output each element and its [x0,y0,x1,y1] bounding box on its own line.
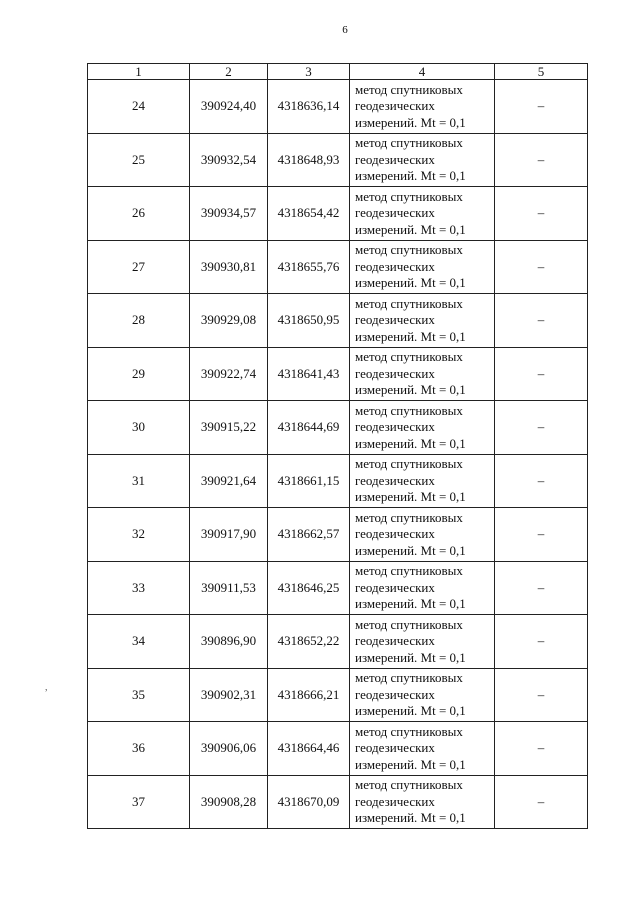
point-number-cell: 37 [88,775,190,829]
x-coordinate-cell: 390896,90 [190,615,268,669]
note-cell: – [495,401,588,455]
page-number: 6 [342,24,348,36]
point-number-cell: 29 [88,347,190,401]
y-coordinate-cell: 4318666,21 [268,668,350,722]
column-header: 4 [350,64,495,80]
x-coordinate-cell: 390906,06 [190,722,268,776]
method-line: измерений. Mt = 0,1 [355,114,466,130]
note-cell: – [495,294,588,348]
method-line: измерений. Mt = 0,1 [355,542,466,558]
method-line: измерений. Mt = 0,1 [355,596,466,611]
y-coordinate-cell: 4318662,57 [268,508,350,562]
method-cell [350,294,495,348]
method-cell [350,240,495,294]
point-number-cell: 25 [88,133,190,187]
note-cell: – [495,347,588,401]
method-line: геодезических [355,419,435,434]
table-row [88,240,588,294]
method-line: метод спутниковых [355,402,463,418]
y-coordinate-cell: 4318652,22 [268,615,350,669]
column-header: 3 [268,64,350,80]
y-coordinate-cell: 4318648,93 [268,133,350,187]
x-coordinate-cell: 390922,74 [190,347,268,401]
table-row [88,294,588,348]
method-line: измерений. Mt = 0,1 [355,649,466,665]
method-cell [350,722,495,776]
method-line: геодезических [355,365,435,381]
method-cell [350,401,495,455]
method-line: метод спутниковых [355,81,463,97]
column-header: 5 [495,64,588,80]
method-line: метод спутниковых [355,509,463,525]
table-row [88,133,588,187]
method-line: геодезических [355,740,435,755]
column-header: 2 [190,64,268,80]
x-coordinate-cell: 390924,40 [190,80,268,134]
method-line: метод спутниковых [355,295,463,311]
point-number-cell: 28 [88,294,190,348]
method-line: геодезических [355,312,435,327]
method-line: геодезических [355,472,435,488]
method-line: измерений. Mt = 0,1 [355,435,466,451]
point-number-cell: 35 [88,668,190,722]
y-coordinate-cell: 4318661,15 [268,454,350,508]
method-line: геодезических [355,686,435,702]
note-cell: – [495,80,588,134]
x-coordinate-cell: 390911,53 [190,561,268,615]
method-cell [350,615,495,669]
method-cell [350,508,495,562]
y-coordinate-cell: 4318650,95 [268,294,350,348]
method-line: измерений. Mt = 0,1 [355,756,466,772]
table-row [88,668,588,722]
method-cell [350,133,495,187]
method-line: метод спутниковых [355,456,463,471]
point-number-cell: 33 [88,561,190,615]
method-line: метод спутниковых [355,188,463,204]
table-row [88,775,588,829]
table-row [88,80,588,134]
method-line: геодезических [355,258,435,274]
x-coordinate-cell: 390930,81 [190,240,268,294]
method-line: геодезических [355,526,435,541]
table-row [88,454,588,508]
note-cell: – [495,561,588,615]
table-row [88,508,588,562]
method-line: геодезических [355,205,435,220]
scan-mark: , [45,682,48,693]
point-number-cell: 36 [88,722,190,776]
x-coordinate-cell: 390932,54 [190,133,268,187]
x-coordinate-cell: 390921,64 [190,454,268,508]
x-coordinate-cell: 390929,08 [190,294,268,348]
note-cell: – [495,454,588,508]
method-line: метод спутниковых [355,242,463,257]
method-line: измерений. Mt = 0,1 [355,489,466,504]
method-line: измерений. Mt = 0,1 [355,168,466,183]
method-line: геодезических [355,151,435,167]
point-number-cell: 32 [88,508,190,562]
y-coordinate-cell: 4318636,14 [268,80,350,134]
y-coordinate-cell: 4318664,46 [268,722,350,776]
point-number-cell: 30 [88,401,190,455]
method-line: метод спутниковых [355,563,463,578]
method-line: геодезических [355,793,435,809]
method-line: метод спутниковых [355,777,463,792]
y-coordinate-cell: 4318641,43 [268,347,350,401]
note-cell: – [495,775,588,829]
method-cell [350,454,495,508]
note-cell: – [495,508,588,562]
method-line: измерений. Mt = 0,1 [355,703,466,718]
table-row [88,401,588,455]
x-coordinate-cell: 390908,28 [190,775,268,829]
point-number-cell: 31 [88,454,190,508]
method-cell [350,347,495,401]
note-cell: – [495,615,588,669]
table-row [88,615,588,669]
table-row [88,347,588,401]
note-cell: – [495,240,588,294]
point-number-cell: 27 [88,240,190,294]
method-line: измерений. Mt = 0,1 [355,275,466,290]
method-line: измерений. Mt = 0,1 [355,221,466,237]
y-coordinate-cell: 4318655,76 [268,240,350,294]
method-cell [350,561,495,615]
method-cell [350,668,495,722]
note-cell: – [495,668,588,722]
point-number-cell: 24 [88,80,190,134]
method-cell [350,187,495,241]
x-coordinate-cell: 390915,22 [190,401,268,455]
method-line: метод спутниковых [355,670,463,685]
method-cell [350,775,495,829]
method-line: геодезических [355,633,435,648]
point-number-cell: 26 [88,187,190,241]
method-cell [350,80,495,134]
method-line: измерений. Mt = 0,1 [355,810,466,825]
x-coordinate-cell: 390917,90 [190,508,268,562]
y-coordinate-cell: 4318646,25 [268,561,350,615]
coordinates-table [87,63,588,829]
x-coordinate-cell: 390934,57 [190,187,268,241]
method-line: метод спутниковых [355,616,463,632]
method-line: метод спутниковых [355,723,463,739]
note-cell: – [495,187,588,241]
point-number-cell: 34 [88,615,190,669]
method-line: метод спутниковых [355,135,463,150]
y-coordinate-cell: 4318644,69 [268,401,350,455]
method-line: измерений. Mt = 0,1 [355,382,466,397]
table-row [88,561,588,615]
method-line: измерений. Mt = 0,1 [355,328,466,344]
table-row [88,722,588,776]
table-body [88,80,588,829]
note-cell: – [495,722,588,776]
table-row [88,187,588,241]
method-line: геодезических [355,579,435,595]
y-coordinate-cell: 4318670,09 [268,775,350,829]
method-line: геодезических [355,98,435,113]
x-coordinate-cell: 390902,31 [190,668,268,722]
table-header-row [88,64,588,80]
column-header: 1 [88,64,190,80]
y-coordinate-cell: 4318654,42 [268,187,350,241]
note-cell: – [495,133,588,187]
method-line: метод спутниковых [355,349,463,364]
